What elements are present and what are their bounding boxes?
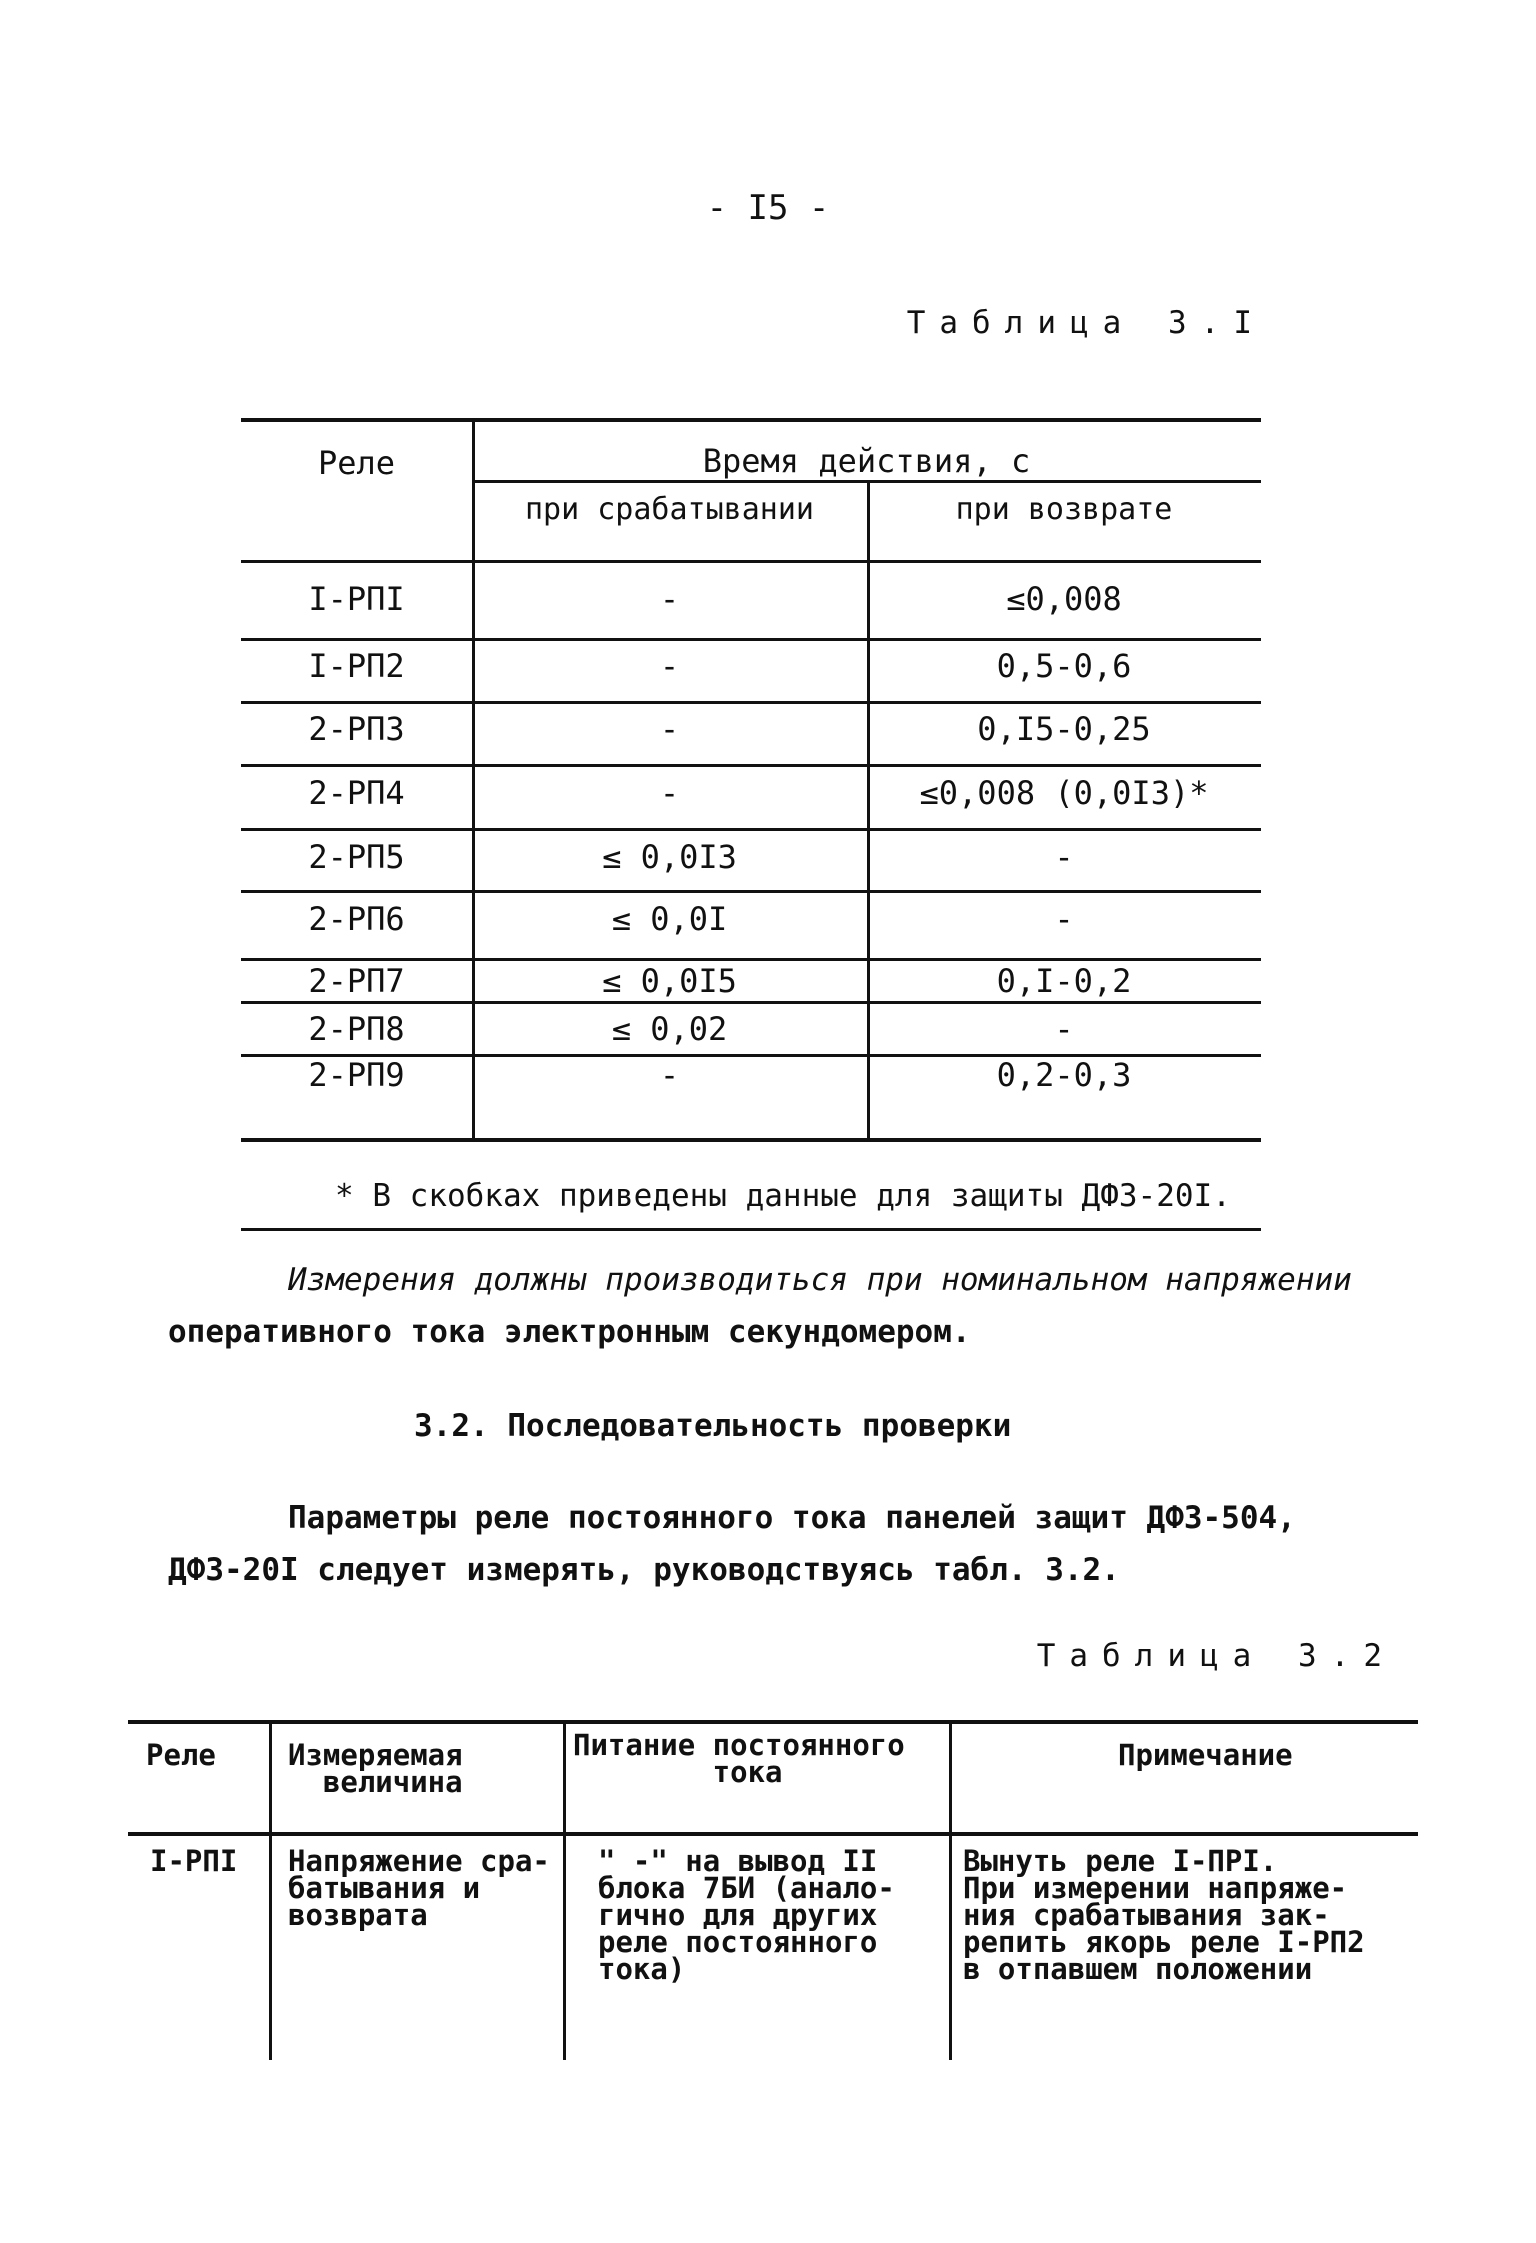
header-bottom-rule [128, 1832, 1418, 1836]
cell-return: ≤0,008 [1006, 580, 1122, 618]
cell-relay: 2-РП5 [308, 838, 405, 876]
cell-relay: 2-РП3 [308, 710, 405, 748]
row-rule [241, 764, 1261, 767]
cell-relay: 2-РП4 [308, 774, 405, 812]
column-rule [563, 1722, 566, 2060]
cell-return: 0,5-0,6 [996, 647, 1132, 685]
row-rule [241, 828, 1261, 831]
footnote-rule [241, 1228, 1261, 1231]
cell-operate: ≤ 0,0I5 [602, 962, 737, 1000]
cell-operate: ≤ 0,0I [611, 900, 728, 938]
cell-operate: - [659, 647, 680, 685]
cell-note: Вынуть реле I-ПРI. При измерении напряже- ния срабатывания зак- репить якорь реле I-РП2 в отпавшем положении [963, 1844, 1365, 1986]
header-relay: Реле [146, 1738, 216, 1772]
header-return: при возврате [955, 492, 1173, 527]
cell-return: 0,I-0,2 [996, 962, 1132, 1000]
table-3-2-caption: Таблица 3.2 [1036, 1638, 1396, 1674]
cell-return: - [1054, 900, 1074, 938]
cell-return: - [1054, 1010, 1074, 1048]
cell-operate: - [659, 580, 680, 618]
header-supply: Питание постоянного тока [573, 1728, 905, 1789]
header-note: Примечание [1118, 1738, 1293, 1772]
table-top-rule [128, 1720, 1418, 1724]
section-heading: 3.2. Последовательность проверки [414, 1408, 1012, 1444]
cell-operate: - [659, 774, 680, 812]
row-rule [241, 958, 1261, 961]
page-number: - I5 - [706, 188, 830, 228]
row-rule [241, 890, 1261, 893]
paragraph-1-line-2: оперативного тока электронным секундомером. [168, 1314, 971, 1350]
cell-measured: Напряжение сра- батывания и возврата [288, 1844, 550, 1932]
cell-operate: - [659, 1056, 680, 1094]
table-bottom-rule [241, 1138, 1261, 1142]
column-rule [949, 1722, 952, 2060]
cell-relay: I-РПI [308, 580, 405, 618]
header-relay: Реле [317, 444, 396, 482]
table-3-1-footnote: * В скобках приведены данные для защиты ДФЗ-20I. [335, 1178, 1231, 1214]
cell-operate: ≤ 0,02 [611, 1010, 728, 1048]
table-3-1-caption: Таблица 3.I [906, 305, 1266, 341]
header-bottom-rule [241, 560, 1261, 563]
header-measured: Измеряемая величина [288, 1738, 463, 1799]
row-rule [241, 701, 1261, 704]
paragraph-2-line-1: Параметры реле постоянного тока панелей защит ДФЗ-504, [288, 1500, 1296, 1536]
cell-relay: 2-РП9 [308, 1056, 405, 1094]
cell-operate: - [659, 710, 680, 748]
cell-return: ≤0,008 (0,0I3)* [919, 774, 1209, 812]
cell-operate: ≤ 0,0I3 [602, 838, 737, 876]
table-top-rule [241, 418, 1261, 422]
cell-relay: 2-РП6 [308, 900, 405, 938]
paragraph-2-line-2: ДФЗ-20I следует измерять, руководствуясь табл. 3.2. [168, 1552, 1120, 1588]
column-rule [269, 1722, 272, 2060]
header-time-group: Время действия, с [702, 442, 1031, 480]
table-3-1 [241, 418, 1261, 1142]
cell-relay: 2-РП7 [308, 962, 405, 1000]
header-operate: при срабатывании [525, 492, 814, 527]
cell-supply: " -" на вывод II блока 7БИ (анало- гично для других реле постоянного тока) [598, 1844, 895, 1986]
cell-relay: 2-РП8 [308, 1010, 405, 1048]
cell-relay: I-РП2 [308, 647, 405, 685]
cell-return: 0,2-0,3 [996, 1056, 1132, 1094]
row-rule [241, 1001, 1261, 1004]
cell-return: - [1054, 838, 1074, 876]
table-3-2 [128, 1720, 1418, 2060]
cell-relay: I-РПI [150, 1844, 238, 1878]
paragraph-1-line-1: Измерения должны производиться при номинальном напряжении [288, 1262, 1352, 1298]
cell-return: 0,I5-0,25 [977, 710, 1151, 748]
row-rule [241, 638, 1261, 641]
